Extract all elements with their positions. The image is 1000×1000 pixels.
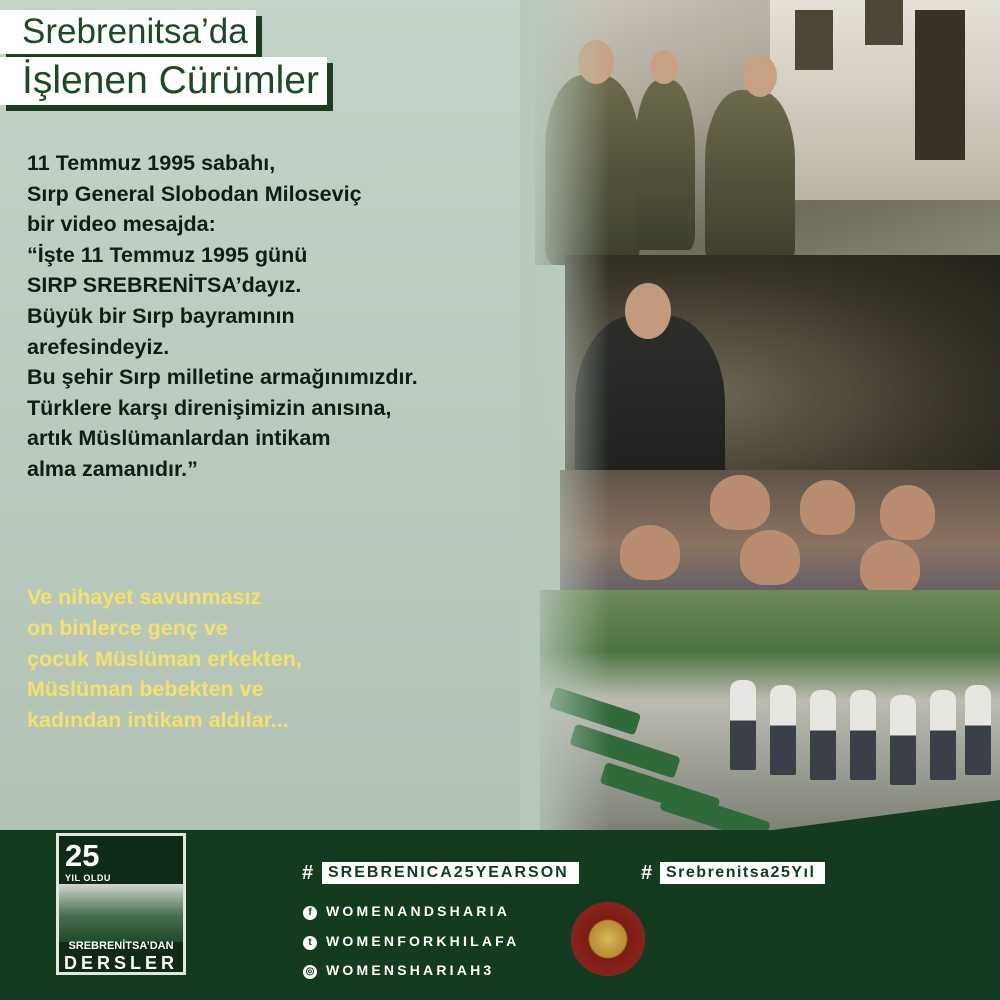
hashtag-srebrenica25yearson[interactable]: SREBRENICA25YEARSON bbox=[322, 862, 579, 884]
bowed-head bbox=[710, 475, 770, 530]
organization-emblem bbox=[571, 902, 645, 976]
bowed-head bbox=[740, 530, 800, 585]
soldier-head bbox=[650, 50, 678, 84]
building-door bbox=[915, 10, 965, 160]
social-instagram[interactable] bbox=[303, 961, 494, 979]
soldier-head bbox=[743, 55, 777, 97]
bowed-head bbox=[860, 540, 920, 595]
praying-person bbox=[965, 685, 991, 775]
quote-line: 11 Temmuz 1995 sabahı, bbox=[27, 151, 276, 175]
badge-photo bbox=[59, 884, 183, 942]
building-window bbox=[865, 0, 903, 45]
quote-line: Türklere karşı direnişimizin anısına, bbox=[27, 395, 392, 420]
quote-line: alma zamanıdır.” bbox=[27, 456, 198, 481]
hashtag-symbol: # bbox=[302, 862, 314, 884]
social-facebook[interactable] bbox=[303, 902, 510, 920]
quote-line: Büyük bir Sırp bayramının bbox=[27, 303, 295, 328]
quote-line: artık Müslümanlardan intikam bbox=[27, 426, 331, 451]
instagram-icon: ◎ bbox=[303, 965, 317, 979]
conclusion-line: on binlerce genç ve bbox=[27, 615, 228, 640]
soldier-figure bbox=[705, 90, 795, 265]
building-window bbox=[795, 10, 833, 70]
praying-person bbox=[770, 685, 796, 775]
quote-block bbox=[27, 148, 587, 485]
quote-line: Bu şehir Sırp milletine armağınımızdır. bbox=[27, 365, 418, 390]
guard-head bbox=[625, 283, 671, 339]
praying-person bbox=[850, 690, 876, 780]
badge-line-1: SREBRENİTSA’DAN bbox=[68, 940, 174, 952]
social-handle: WOMENFORKHILAFA bbox=[326, 933, 520, 949]
quote-line: arefesindeyiz. bbox=[27, 334, 170, 359]
soldier-figure bbox=[635, 80, 695, 250]
hashtag-symbol: # bbox=[641, 862, 653, 884]
conclusion-line: Müslüman bebekten ve bbox=[27, 677, 264, 702]
title-line-2: İşlenen Cürümler bbox=[0, 57, 327, 105]
conclusion-line: Ve nihayet savunmasız bbox=[27, 585, 262, 609]
quote-line: Sırp General Slobodan Miloseviç bbox=[27, 181, 362, 206]
conclusion-line: çocuk Müslüman erkekten, bbox=[27, 646, 302, 671]
badge-years: 25 bbox=[65, 838, 100, 873]
quote-line: “İşte 11 Temmuz 1995 günü bbox=[27, 242, 308, 267]
quote-line: bir video mesajda: bbox=[27, 212, 216, 237]
facebook-icon: f bbox=[303, 906, 317, 920]
social-handle: WOMENANDSHARIA bbox=[326, 903, 511, 919]
badge-line-2: DERSLER bbox=[63, 953, 178, 973]
social-handle: WOMENSHARIAH3 bbox=[326, 962, 495, 978]
praying-person bbox=[810, 690, 836, 780]
conclusion-line: kadından intikam aldılar... bbox=[27, 708, 289, 733]
conclusion-block bbox=[27, 582, 497, 736]
hashtag-srebrenitsa25yil[interactable]: Srebrenitsa25Yıl bbox=[660, 862, 825, 884]
bowed-head bbox=[880, 485, 935, 540]
anniversary-badge bbox=[56, 833, 186, 975]
praying-person bbox=[930, 690, 956, 780]
badge-since: YIL OLDU bbox=[65, 873, 111, 883]
bowed-head bbox=[620, 525, 680, 580]
praying-person bbox=[890, 695, 916, 785]
praying-person bbox=[730, 680, 756, 770]
social-twitter[interactable] bbox=[303, 932, 519, 950]
bowed-head bbox=[800, 480, 855, 535]
title-line-1: Srebrenitsa’da bbox=[0, 10, 256, 54]
coffin bbox=[659, 789, 770, 835]
quote-line: SIRP SREBRENİTSA’dayız. bbox=[27, 273, 302, 298]
twitter-icon: t bbox=[303, 936, 317, 950]
